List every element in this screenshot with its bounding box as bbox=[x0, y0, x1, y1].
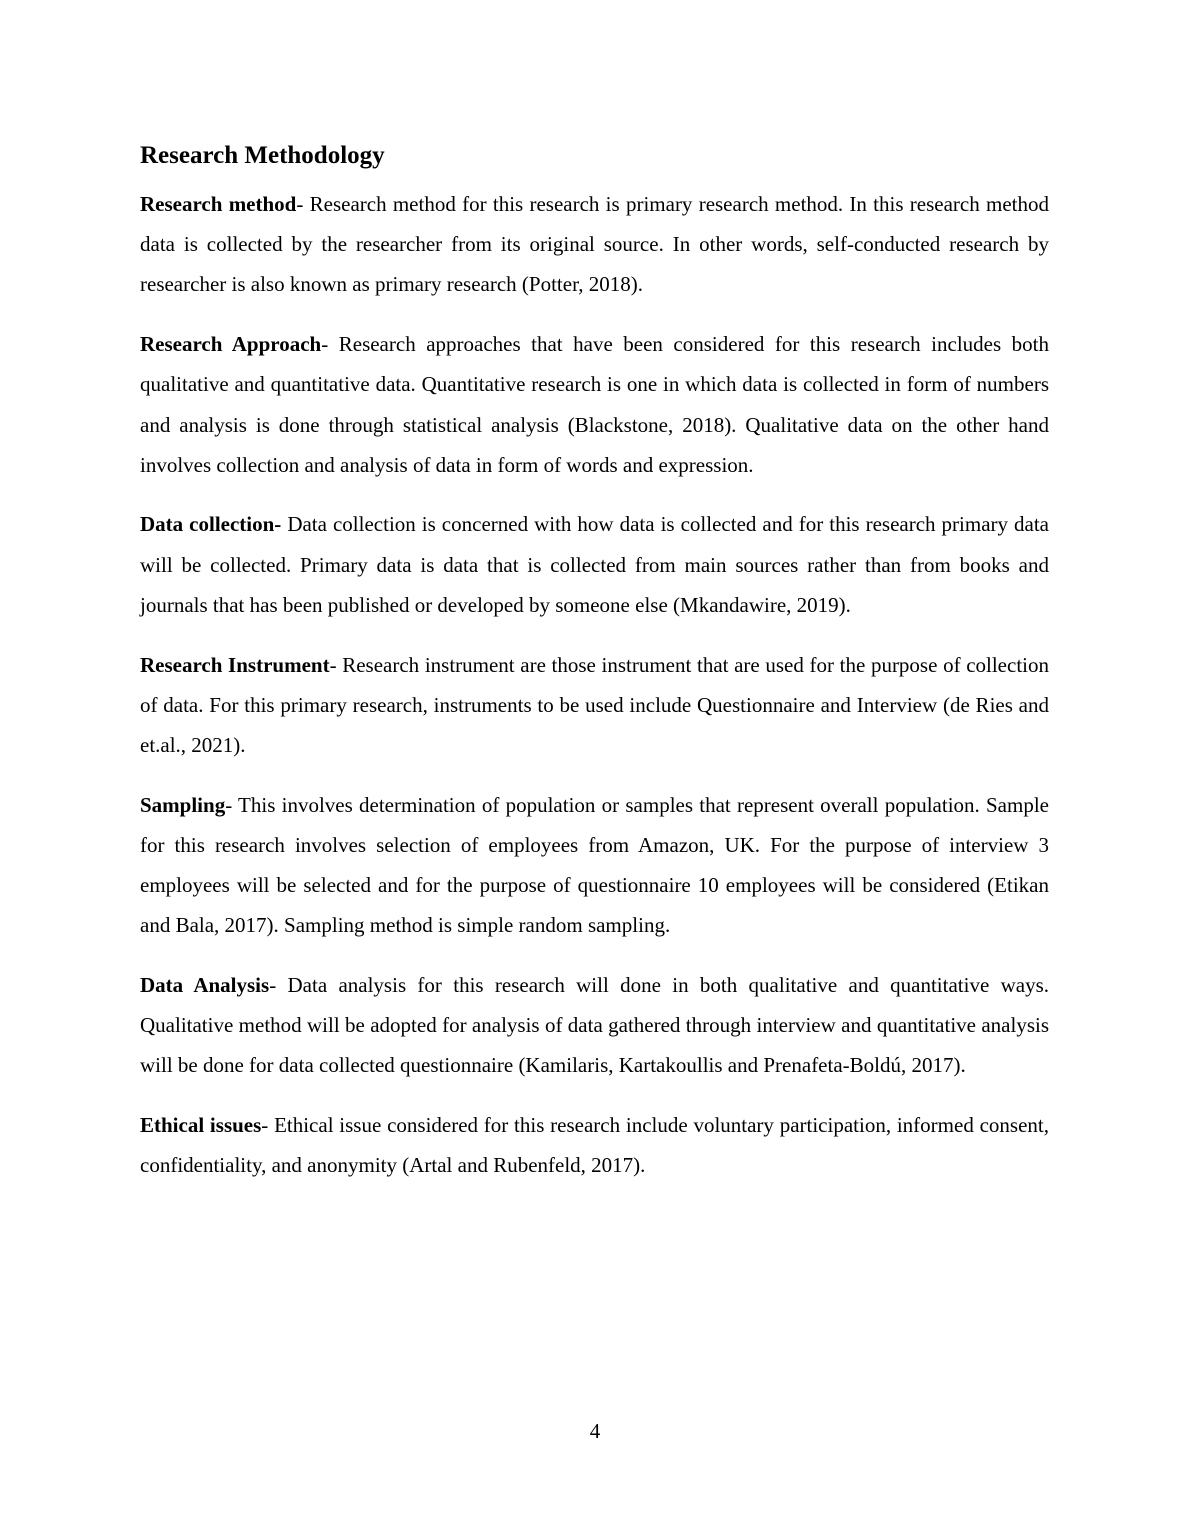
term-separator: - bbox=[269, 972, 277, 997]
term-label: Data Analysis bbox=[140, 972, 270, 997]
term-label: Sampling bbox=[140, 792, 226, 817]
term-separator: - bbox=[321, 332, 329, 357]
page-content bbox=[140, 140, 1049, 1205]
paragraph-research-instrument bbox=[140, 645, 1049, 766]
paragraph-research-approach bbox=[140, 324, 1049, 485]
term-label: Data collection- bbox=[140, 512, 282, 537]
paragraph-text: This involves determination of population or samples that represent overall population. Sample for this research involves selection of employees from Amazon, UK. For the purpose of interview 3 employees will be selected and for the purpose of questionnaire 10 employees will be considered (Etikan and Bala, 2017). Sampling method is simple random sampling. bbox=[140, 792, 1049, 938]
term-label: Research Instrument bbox=[140, 652, 330, 677]
paragraph-text: Research method for this research is primary research method. In this research method data is collected by the researcher from its original source. In other words, self-conducted research by researcher is also known as primary research (Potter, 2018). bbox=[140, 192, 1049, 297]
page-number: 4 bbox=[589, 1419, 601, 1443]
term-separator: - bbox=[261, 1113, 269, 1138]
paragraph-research-method bbox=[140, 184, 1049, 305]
paragraph-text: Data collection is concerned with how data is collected and for this research primary data will be collected. Primary data is data that is collected from main sources rather than from books and journals that has been published or developed by someone else (Mkandawire, 2019). bbox=[140, 512, 1049, 617]
term-separator: - bbox=[296, 192, 304, 216]
term-label: Research method bbox=[140, 192, 297, 216]
paragraph-ethical-issues bbox=[140, 1105, 1049, 1185]
paragraph-data-collection bbox=[140, 504, 1049, 625]
paragraph-text: Research approaches that have been considered for this research includes both qualitative and quantitative data. Quantitative research is one in which data is collected in form of numbers and analysis is done through statistical analysis (Blackstone, 2018). Qualitative data on the other hand involves collection and analysis of data in form of words and expression. bbox=[140, 332, 1049, 477]
paragraph-text: Ethical issue considered for this research include voluntary participation, informed consent, confidentiality, and anonymity (Artal and Rubenfeld, 2017). bbox=[140, 1113, 1049, 1178]
paragraph-data-analysis bbox=[140, 965, 1049, 1086]
term-separator: - bbox=[329, 652, 337, 677]
paragraph-text: Research instrument are those instrument that are used for the purpose of collection of data. For this primary research, instruments to be used include Questionnaire and Interview (de Ries and et.al., 2021). bbox=[140, 652, 1049, 757]
term-label: Research Approach bbox=[140, 332, 322, 357]
term-separator: - bbox=[225, 792, 233, 817]
paragraph-text: Data analysis for this research will done in both qualitative and quantitative ways. Qualitative method will be adopted for analysis of data gathered through interview and quantitative analysis will be done for data collected questionnaire (Kamilaris, Kartakoullis and Prenafeta-Boldú, 2017). bbox=[140, 972, 1050, 1078]
term-label: Ethical issues bbox=[140, 1113, 262, 1138]
section-heading: Research Methodology bbox=[140, 142, 385, 169]
paragraph-sampling bbox=[140, 785, 1049, 946]
